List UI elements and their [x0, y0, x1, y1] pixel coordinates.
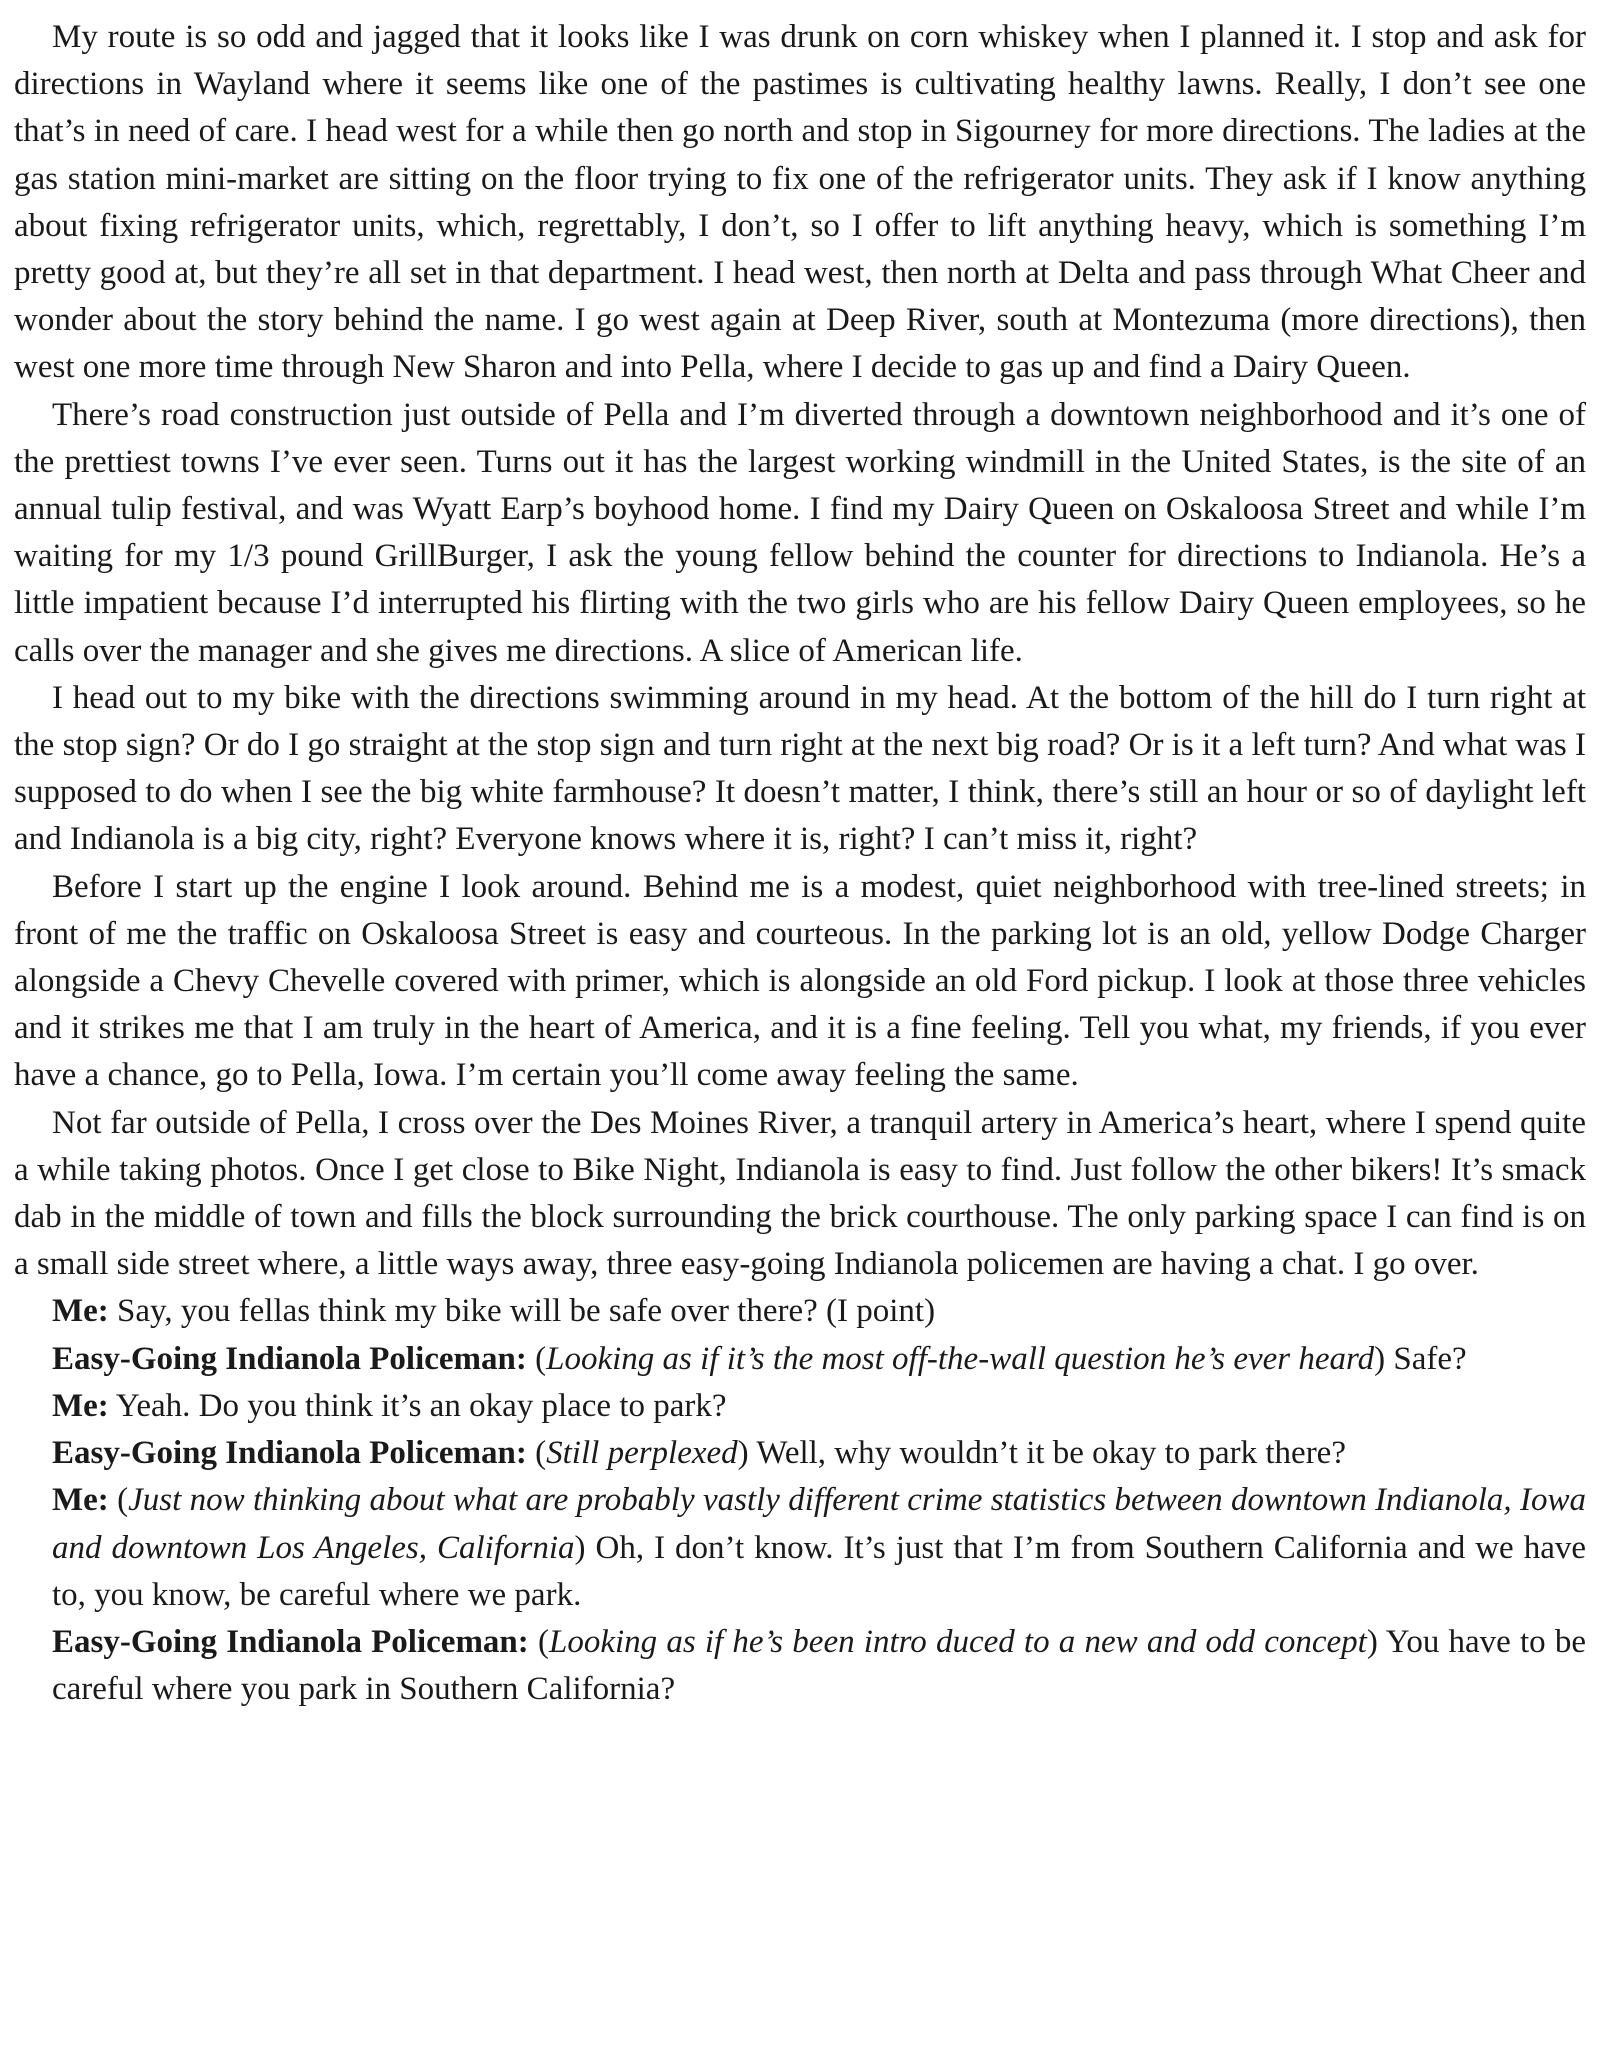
speaker-name: Easy-Going Indianola Policeman: [52, 1435, 527, 1472]
dialogue-line: Easy-Going Indianola Policeman: (Looking as if it’s the most off-the-wall question he’s ever heard) Safe? [52, 1340, 1467, 1377]
dialogue-text: ) Oh, I don’t know. It’s just that I’m from Southern California and we have to, you know, be careful where we park. [52, 1529, 1586, 1613]
dialogue-text: ) You have to be careful where you park in Southern California? [52, 1623, 1586, 1708]
paragraph: Before I start up the engine I look around. Behind me is a modest, quiet neighborhood with tree-lined streets; in front of me the traffic on Oskaloosa Street is easy and courteous. In the parking lot is an old, yellow Dodge Charger alongside a Chevy Chevelle covered with primer, which is alongside an old Ford pickup. I look at those three vehicles and it strikes me that I am truly in the heart of America, and it is a fine feeling. Tell you what, my friends, if you ever have a chance, go to Pella, Iowa. I’m certain you’ll come away feeling the same. [14, 868, 1586, 1094]
stage-direction: Still perplexed [546, 1435, 738, 1472]
stage-direction: Looking as if it’s the most off-the-wall question he’s ever heard [546, 1340, 1375, 1377]
speaker-name: Easy-Going Indianola Policeman: [52, 1340, 527, 1377]
paragraph: My route is so odd and jagged that it looks like I was drunk on corn whiskey when I planned it. I stop and ask for directions in Wayland where it seems like one of the pastimes is cultivating healthy lawns. Really, I don’t see one that’s in need of care. I head west for a while then go north and stop in Sigourney for more directions. The ladies at the gas station mini-market are sitting on the floor trying to fix one of the refrigerator units. They ask if I know anything about fixing refrigerator units, which, regrettably, I don’t, so I offer to lift anything heavy, which is something I’m pretty good at, but they’re all set in that department. I head west, then north at Delta and pass through What Cheer and wonder about the story behind the name. I go west again at Deep River, south at Montezuma (more directions), then west one more time through New Sharon and into Pella, where I decide to gas up and find a Dairy Queen. [14, 19, 1586, 386]
speaker-name: Me: [52, 1387, 109, 1424]
dialogue-text: Say, you fellas think my bike will be safe over there? (I point) [117, 1293, 936, 1330]
dialogue-line: Me: (Just now thinking about what are probably vastly different crime statistics between downtown Indianola, Iowa and downtown Los Angeles, California) Oh, I don’t know. It’s just that I’m from Southern California and we have to, you know, be careful where we park. [52, 1482, 1586, 1613]
paragraph: There’s road construction just outside of Pella and I’m diverted through a downtown neighborhood and it’s one of the prettiest towns I’ve ever seen. Turns out it has the largest working windmill in the United States, is the site of an annual tulip festival, and was Wyatt Earp’s boyhood home. I find my Dairy Queen on Oskaloosa Street and while I’m waiting for my 1/3 pound GrillBurger, I ask the young fellow behind the counter for directions to Indianola. He’s a little impatient because I’d interrupted his flirting with the two girls who are his fellow Dairy Queen employees, so he calls over the manager and she gives me directions. A slice of American life. [14, 396, 1586, 669]
dialogue-line [14, 1288, 1586, 1335]
dialogue-line: Easy-Going Indianola Policeman: (Looking as if he’s been intro duced to a new and odd concept) You have to be careful where you park in Southern California? [52, 1623, 1586, 1708]
dialogue-text: Yeah. Do you think it’s an okay place to park? [115, 1387, 727, 1424]
stage-direction: Just now thinking about what are probably vastly different crime statistics between downtown Indianola, Iowa and downtown Los Angeles, California [52, 1482, 1586, 1566]
stage-direction: Looking as if he’s been intro duced to a new and odd concept [548, 1623, 1367, 1660]
speaker-name: Easy-Going Indianola Policeman: [52, 1623, 529, 1660]
paragraph: Not far outside of Pella, I cross over the Des Moines River, a tranquil artery in America’s heart, where I spend quite a while taking photos. Once I get close to Bike Night, Indianola is easy to find. Just follow the other bikers! It’s smack dab in the middle of town and fills the block surrounding the brick courthouse. The only parking space I can find is on a small side street where, a little ways away, three easy-going Indianola policemen are having a chat. I go over. [14, 1104, 1586, 1283]
dialogue-text: ) Safe? [1374, 1340, 1467, 1377]
speaker-name: Me: [52, 1482, 109, 1519]
dialogue-line: Easy-Going Indianola Policeman: (Still perplexed) Well, why wouldn’t it be okay to park there? [52, 1435, 1346, 1472]
speaker-name: Me: [52, 1293, 109, 1330]
dialogue-line [14, 1383, 1586, 1430]
page-text [14, 14, 1586, 1713]
paragraph: I head out to my bike with the directions swimming around in my head. At the bottom of the hill do I turn right at the stop sign? Or do I go straight at the stop sign and turn right at the next big road? Or is it a left turn? And what was I supposed to do when I see the big white farmhouse? It doesn’t matter, I think, there’s still an hour or so of daylight left and Indianola is a big city, right? Everyone knows where it is, right? I can’t miss it, right? [14, 679, 1586, 858]
dialogue-text: ) Well, why wouldn’t it be okay to park there? [737, 1435, 1346, 1472]
